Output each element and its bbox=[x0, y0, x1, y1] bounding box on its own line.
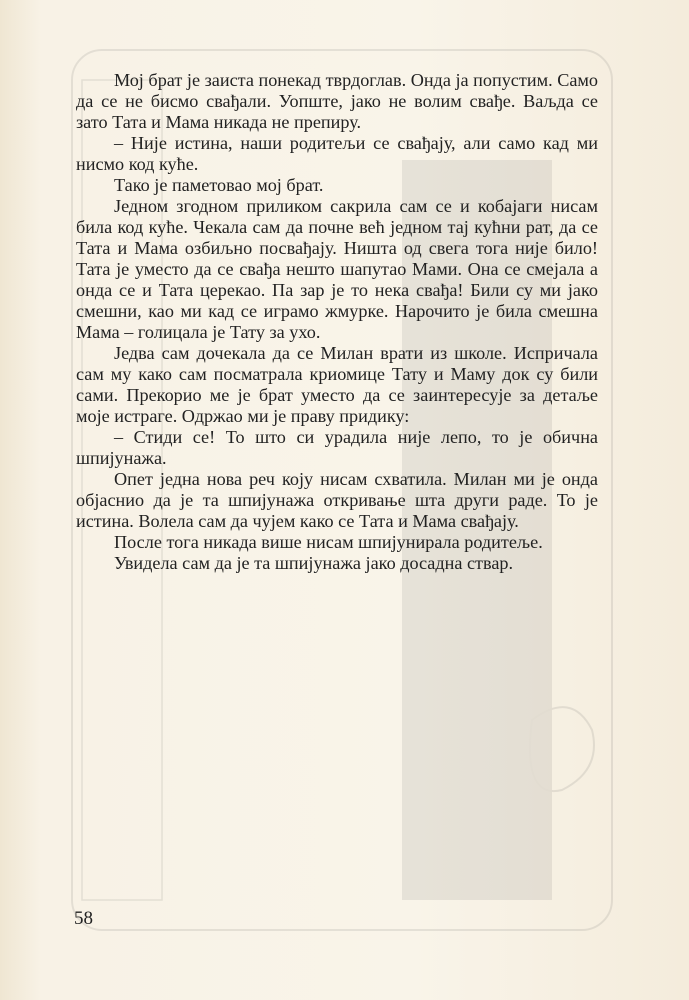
paragraph-6: – Стиди се! То што си урадила није лепо, то је обична шпијунажа. bbox=[76, 427, 598, 468]
paragraph-7: Опет једна нова реч коју нисам схватила. Милан ми је онда објаснио да је та шпијунажа откривање шта други раде. То је истина. Волела сам да чујем како се Тата и Мама свађају. bbox=[76, 469, 598, 531]
paragraph-2: – Није истина, наши родитељи се свађају, али само кад ми нисмо код куће. bbox=[76, 133, 598, 174]
paragraph-9: Увидела сам да је та шпијунажа јако досадна ствар. bbox=[114, 553, 514, 573]
paragraph-3: Тако је паметовао мој брат. bbox=[114, 175, 324, 195]
story-text bbox=[76, 70, 598, 574]
paragraph-5: Једва сам дочекала да се Милан врати из школе. Испричала сам му како сам посматрала криомице Тату и Маму док су били сами. Прекорио ме је брат уместо да се заинтересује за детаље моје истраге. Одржао ми је праву придику: bbox=[76, 343, 598, 426]
page-number: 58 bbox=[74, 908, 93, 929]
paragraph-4: Једном згодном приликом сакрила сам се и кобајаги нисам била код куће. Чекала сам да почне већ једном тај кућни рат, да се Тата и Мама озбиљно посвађају. Ништа од свега тога није било! Тата је уместо да се свађа нешто шапутао Мами. Она се смејала а онда се и Тата церекао. Па зар је то нека свађа! Били су ми јако смешни, као ми кад се играмо жмурке. Нарочито је била смешна Мама – голицала је Тату за ухо. bbox=[76, 196, 598, 342]
paragraph-1: Мој брат је заиста понекад тврдоглав. Онда ја попустим. Само да се не бисмо свађали. Уопште, јако не волим свађе. Ваљда се зато Тата и Мама никада не препиру. bbox=[76, 70, 598, 132]
paragraph-8: После тога никада више нисам шпијунирала родитеље. bbox=[114, 532, 543, 552]
